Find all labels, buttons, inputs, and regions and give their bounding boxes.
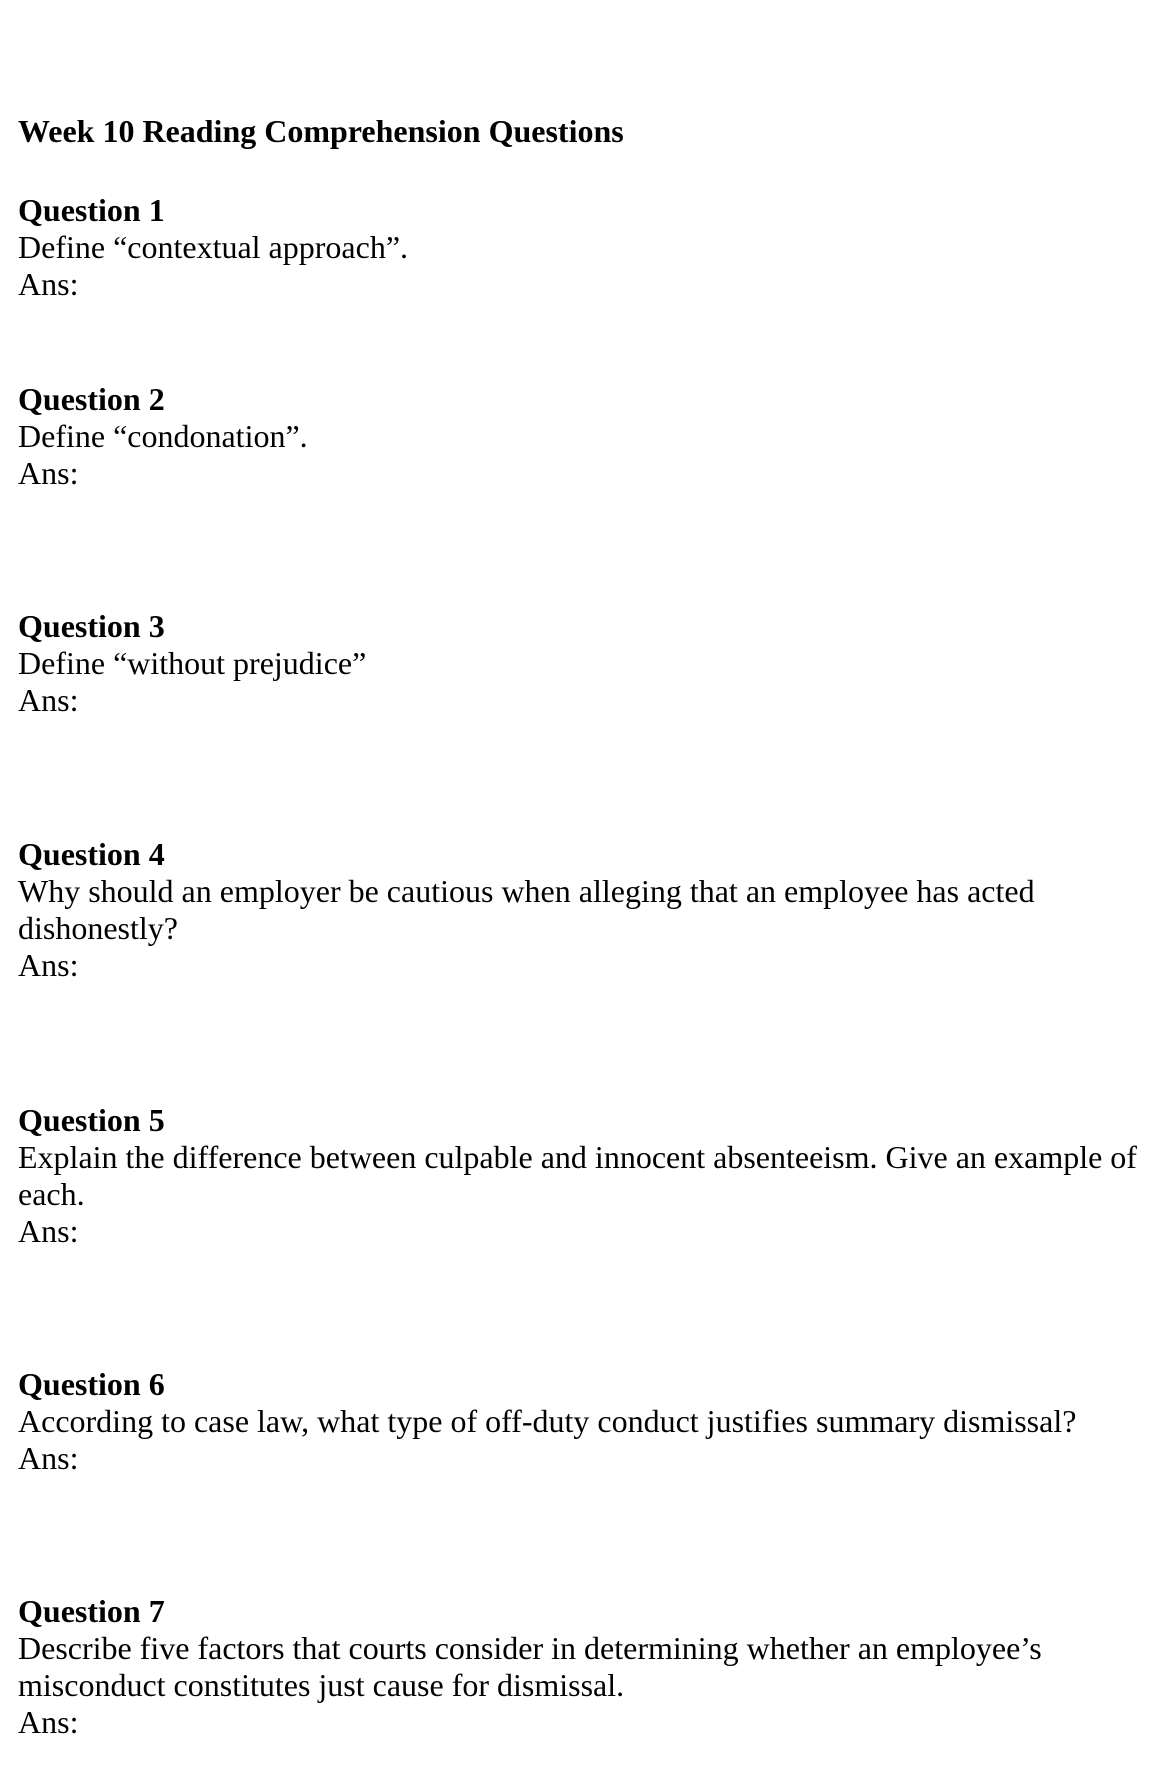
question-2-heading: Question 2 [18,381,165,417]
question-2-section [18,380,1168,492]
answer-6-label: Ans: [18,1440,79,1476]
question-5-section [18,1101,1168,1250]
question-1-heading: Question 1 [18,192,165,228]
question-3-section [18,607,1168,719]
answer-7-label: Ans: [18,1704,79,1740]
question-4-section [18,835,1168,984]
answer-1-label: Ans: [18,266,79,302]
question-5-text: Explain the difference between culpable and innocent absenteeism. Give an example of each. [18,1139,1137,1212]
question-2-text: Define “condonation”. [18,418,308,454]
question-1-text: Define “contextual approach”. [18,229,409,265]
question-3-text: Define “without prejudice” [18,645,367,681]
question-4-heading: Question 4 [18,836,165,872]
answer-5-label: Ans: [18,1213,79,1249]
question-1-section [18,191,1168,303]
question-5-heading: Question 5 [18,1102,165,1138]
question-7-section [18,1592,1168,1741]
question-6-heading: Question 6 [18,1366,165,1402]
question-6-section [18,1365,1168,1477]
question-4-text: Why should an employer be cautious when alleging that an employee has acted dishonestly? [18,873,1035,946]
question-7-text: Describe five factors that courts consider in determining whether an employee’s misconduct constitutes just cause for dismissal. [18,1630,1042,1703]
answer-2-label: Ans: [18,455,79,491]
question-7-heading: Question 7 [18,1593,165,1629]
answer-4-label: Ans: [18,947,79,983]
question-3-heading: Question 3 [18,608,165,644]
question-6-text: According to case law, what type of off-duty conduct justifies summary dismissal? [18,1403,1077,1439]
answer-3-label: Ans: [18,682,79,718]
page-title: Week 10 Reading Comprehension Questions [18,113,624,149]
